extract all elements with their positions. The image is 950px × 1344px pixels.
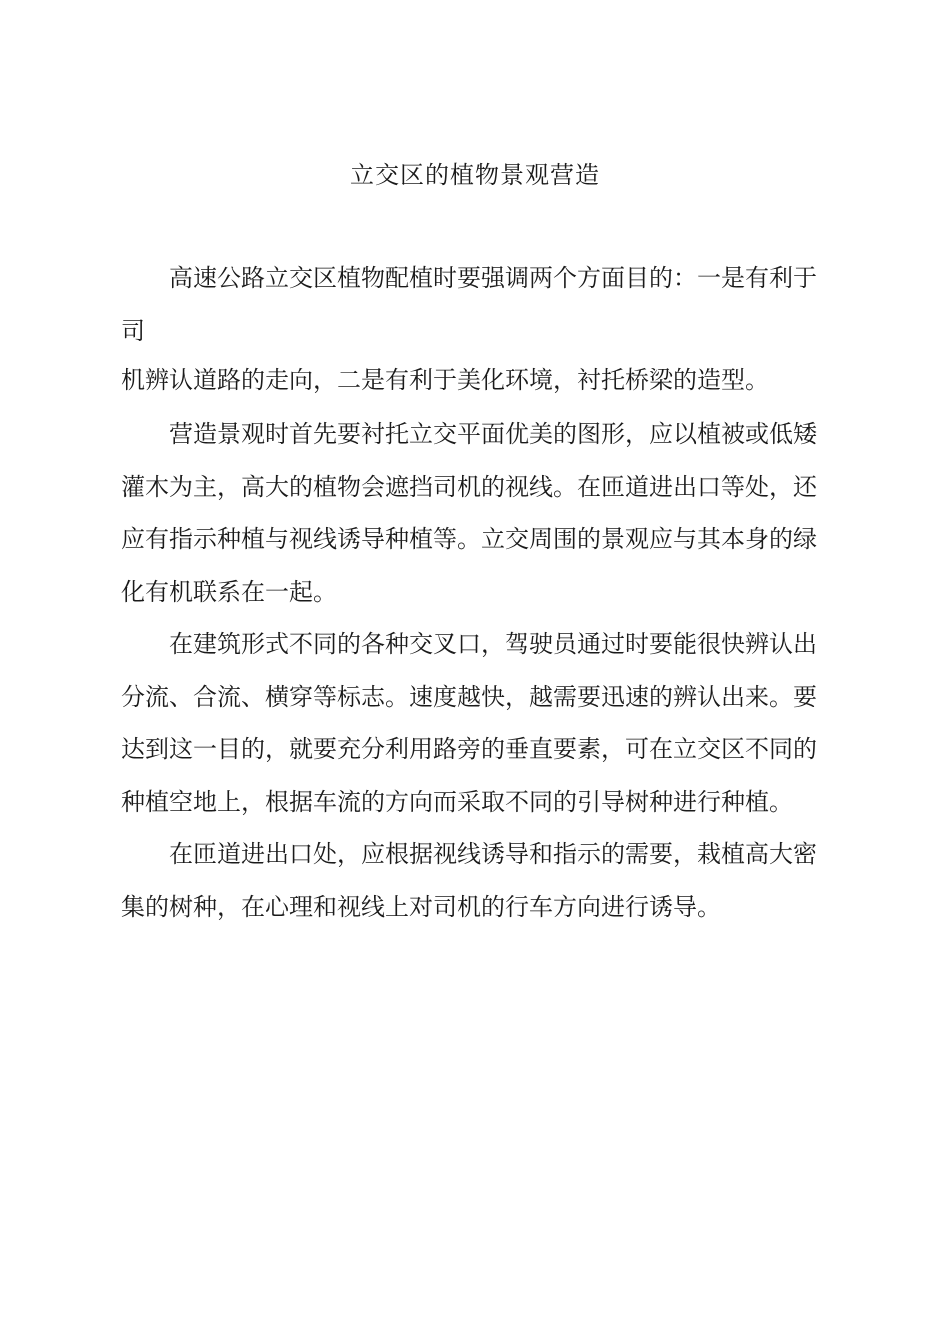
paragraph-line: 灌木为主，高大的植物会遮挡司机的视线。在匝道进出口等处，还	[121, 472, 817, 501]
paragraph-line: 营造景观时首先要衬托立交平面优美的图形，应以植被或低矮	[169, 420, 817, 448]
paragraph-line: 分流、合流、横穿等标志。速度越快，越需要迅速的辨认出来。要	[121, 682, 817, 711]
paragraph-2	[121, 408, 833, 618]
paragraph-4	[121, 828, 833, 933]
paragraph-1	[121, 252, 833, 357]
paragraph-line: 集的树种，在心理和视线上对司机的行车方向进行诱导。	[121, 892, 721, 921]
paragraph-line: 应有指示种植与视线诱导种植等。立交周围的景观应与其本身的绿	[121, 525, 817, 553]
paragraph-line: 高速公路立交区植物配植时要强调两个方面目的：一是有利于	[169, 264, 817, 292]
paragraph-line: 机辨认道路的走向，二是有利于美化环境，衬托桥梁的造型。	[121, 366, 769, 394]
paragraph-line: 达到这一目的，就要充分利用路旁的垂直要素，可在立交区不同的	[121, 735, 817, 763]
document-title: 立交区的植物景观营造	[350, 161, 600, 189]
paragraph-line: 种植空地上，根据车流的方向而采取不同的引导树种进行种植。	[121, 787, 793, 816]
paragraph-line: 司	[121, 316, 145, 345]
paragraph-line: 化有机联系在一起。	[121, 577, 337, 606]
paragraph-1-continued	[121, 354, 833, 407]
paragraph-line: 在建筑形式不同的各种交叉口，驾驶员通过时要能很快辨认出	[169, 630, 817, 658]
paragraph-3	[121, 618, 833, 828]
paragraph-line: 在匝道进出口处，应根据视线诱导和指示的需要，栽植高大密	[169, 840, 817, 868]
